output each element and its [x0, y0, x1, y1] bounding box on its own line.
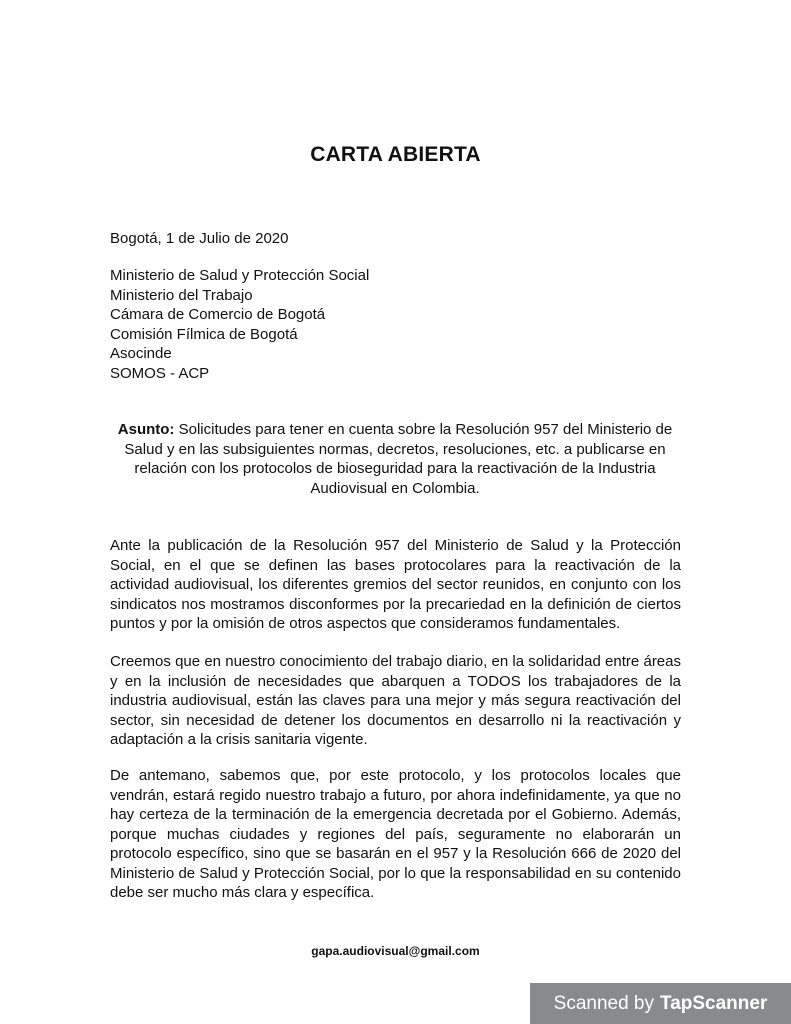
body-paragraph: De antemano, sabemos que, por este protocolo, y los protocolos locales que vendrán, estará regido nuestro trabajo a futuro, por ahora indefinidamente, ya que no hay certeza de la terminación de la emergencia decretada por el Gobierno. Además, porque muchas ciudades y regiones del país, seguramente no elaborarán un protocolo específico, sino que se basarán en el 957 y la Resolución 666 de 2020 del Ministerio de Salud y Protección Social, por lo que la responsabilidad en su contenido debe ser mucho más clara y específica.	[110, 767, 681, 901]
document-title: CARTA ABIERTA	[310, 143, 481, 166]
body-paragraph: Creemos que en nuestro conocimiento del trabajo diario, en la solidaridad entre áreas y en la inclusión de necesidades que abarquen a TODOS los trabajadores de la industria audiovisual, están las claves para una mejor y más segura reactivación del sector, sin necesidad de detener los documentos en desarrollo ni la reactivación y adaptación a la crisis sanitaria vigente.	[110, 653, 681, 748]
recipient-line: Cámara de Comercio de Bogotá	[110, 306, 326, 323]
recipient-line: Ministerio del Trabajo	[110, 286, 253, 304]
recipient-line: Ministerio de Salud y Protección Social	[110, 267, 370, 284]
watermark-brand: TapScanner	[660, 992, 768, 1014]
recipient-line: SOMOS - ACP	[110, 364, 210, 382]
watermark-prefix: Scanned by	[553, 992, 654, 1014]
subject-text: Solicitudes para tener en cuenta sobre la Resolución 957 del Ministerio de Salud y en las subsiguientes normas, decretos, resoluciones, etc. a publicarse en relación con los protocolos de bioseguridad para la reactivación de la Industria Audiovisual en Colombia.	[124, 421, 673, 497]
subject-block	[110, 420, 680, 498]
body-paragraph: Ante la publicación de la Resolución 957 del Ministerio de Salud y la Protección Social, en el que se definen las bases protocolares para la reactivación de la actividad audiovisual, los diferentes gremios del sector reunidos, en conjunto con los sindicatos nos mostramos disconformes por la precariedad en la definición de ciertos puntos y por la omisión de otros aspectos que consideramos fundamentales.	[110, 537, 681, 632]
recipient-line: Asocinde	[110, 345, 172, 362]
recipient-list	[110, 266, 369, 383]
footer-email: gapa.audiovisual@gmail.com	[311, 944, 480, 958]
subject-label: Asunto:	[117, 421, 175, 438]
letter-date: Bogotá, 1 de Julio de 2020	[110, 230, 289, 247]
scanner-watermark	[530, 983, 791, 1024]
recipient-line: Comisión Fílmica de Bogotá	[110, 325, 298, 343]
